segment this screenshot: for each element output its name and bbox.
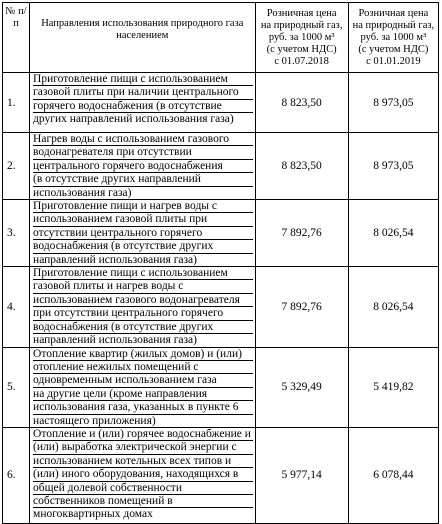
header-price-2019 [348, 3, 438, 73]
row-direction [30, 427, 256, 523]
direction-line: газовой плиты при наличии центрального [33, 86, 253, 99]
direction-line: настоящего приложения) [33, 414, 156, 427]
direction-line: (или) выработка электрической энергии с [33, 441, 253, 454]
table-row [3, 133, 439, 200]
price-2018-cell: 7 892,76 [255, 267, 348, 347]
table-header-row [3, 3, 439, 73]
direction-line: водоснабжения (в отсутствие других [33, 321, 253, 334]
price-2018-cell: 8 823,50 [255, 133, 348, 200]
price-2018-cell: 8 823,50 [255, 73, 348, 133]
table-row [3, 200, 439, 267]
direction-line: других направлений использования газа) [33, 113, 234, 126]
direction-line: направлений использования газа) [33, 253, 197, 266]
direction-line: собственников помещений в [33, 495, 253, 508]
direction-line: использованием газовой плиты при [33, 213, 253, 226]
price-2019-cell: 8 973,05 [348, 133, 438, 200]
direction-line: Отопление квартир (жилых домов) и (или) [33, 348, 253, 361]
row-direction [30, 73, 256, 133]
direction-line: использования газа, указанных в пункте 6 [33, 401, 253, 414]
price-2019-cell: 5 419,82 [348, 347, 438, 427]
price-2019-cell: 8 026,54 [348, 200, 438, 267]
direction-line: направлений использования газа) [33, 334, 197, 347]
price-2018-cell: 5 329,49 [255, 347, 348, 427]
row-number: 5. [3, 347, 30, 427]
row-direction [30, 347, 256, 427]
header-price-2019-line: (с учетом НДС) [358, 43, 429, 55]
row-number: 1. [3, 73, 30, 133]
direction-line: Отопление и (или) горячее водоснабжение и [33, 427, 251, 440]
price-2019-cell: 8 973,05 [348, 73, 438, 133]
header-price-2019-line: руб. за 1000 м³ [360, 31, 427, 43]
direction-line: Приготовление пищи с использованием [33, 267, 253, 280]
direction-line: водоснабжения (в отсутствие других [33, 240, 253, 253]
direction-line: горячего водоснабжения (в отсутствие [33, 100, 253, 113]
direction-line: Приготовление пищи с использованием [33, 73, 253, 86]
price-2019-cell: 6 078,44 [348, 427, 438, 523]
direction-line: (или) иного оборудования, находящихся в [33, 468, 253, 481]
header-price-2018-line: руб. за 1000 м³ [268, 31, 335, 43]
table-body [3, 73, 439, 524]
header-price-2019-line: Розничная цена [358, 7, 429, 19]
price-2018-cell: 7 892,76 [255, 200, 348, 267]
direction-line: отсутствии центрального горячего [33, 227, 253, 240]
direction-line: отопление нежилых помещений с [33, 361, 253, 374]
header-price-2018-line: с 01.07.2018 [274, 55, 329, 67]
price-2019-cell: 8 026,54 [348, 267, 438, 347]
header-price-2019-line: на природный газ, [352, 19, 435, 31]
header-direction: Направления использования природного газа населением [30, 3, 256, 73]
table-row [3, 347, 439, 427]
direction-line: Нагрев воды с использованием газового [33, 133, 253, 146]
table-row [3, 73, 439, 133]
direction-line: многоквартирных домах [33, 508, 153, 521]
row-direction [30, 200, 256, 267]
direction-line: использованием газового водонагревателя [33, 294, 253, 307]
header-price-2019-line: с 01.01.2019 [366, 55, 421, 67]
direction-line: одновременным использованием газа [33, 374, 253, 387]
table-row [3, 427, 439, 523]
row-number: 4. [3, 267, 30, 347]
direction-line: общей долевой собственности [33, 482, 253, 495]
header-price-2018 [255, 3, 348, 73]
direction-line: при отсутствии центрального горячего [33, 307, 253, 320]
price-2018-cell: 5 977,14 [255, 427, 348, 523]
header-price-2018-line: Розничная цена [266, 7, 337, 19]
row-direction [30, 267, 256, 347]
direction-line: на другие цели (кроме направления [33, 388, 253, 401]
row-number: 2. [3, 133, 30, 200]
direction-line: водонагревателя при отсутствии [33, 146, 253, 159]
header-price-2018-line: на природный газ, [260, 19, 343, 31]
direction-line: газовой плиты и нагрев воды с [33, 280, 253, 293]
direction-line: Приготовление пищи и нагрев воды с [33, 200, 253, 213]
header-price-2018-line: (с учетом НДС) [266, 43, 337, 55]
row-direction [30, 133, 256, 200]
direction-line: использования газа) [33, 186, 132, 199]
direction-line: (в отсутствие других направлений [33, 173, 253, 186]
table-row [3, 267, 439, 347]
row-number: 3. [3, 200, 30, 267]
header-number: № п/п [3, 3, 30, 73]
gas-price-table [2, 2, 439, 524]
direction-line: использованием котельных всех типов и [33, 455, 253, 468]
direction-line: центрального горячего водоснабжения [33, 160, 253, 173]
row-number: 6. [3, 427, 30, 523]
